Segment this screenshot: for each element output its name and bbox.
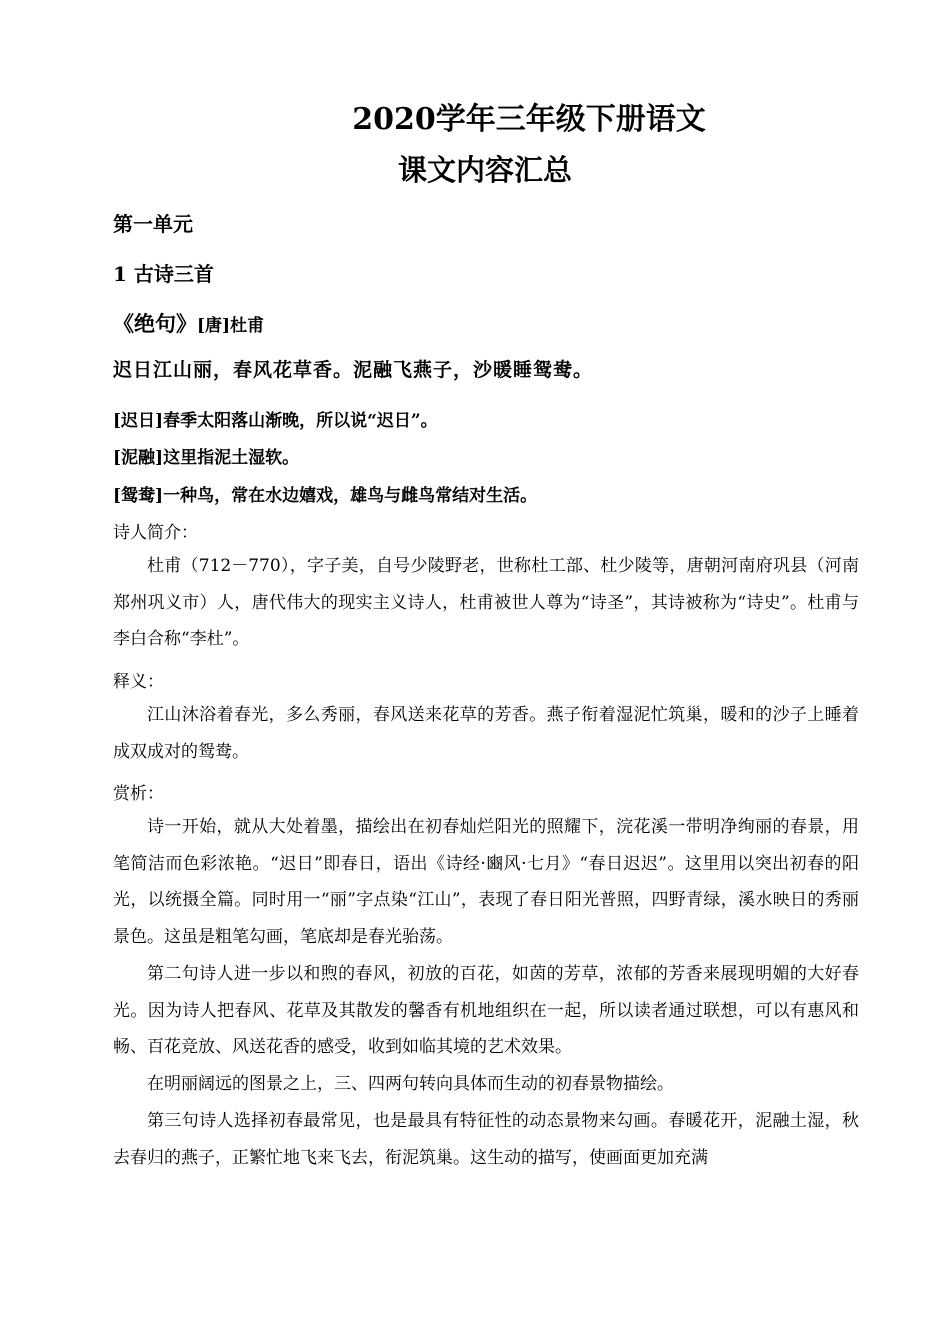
- poem-heading: [113, 308, 264, 338]
- appreciation-paragraph: 第二句诗人进一步以和煦的春风，初放的百花，如茵的芳草，浓郁的芳香来展现明媚的大好春光。因为诗人把春风、花草及其散发的馨香有机地组织在一起，所以读者通过联想，可以有惠风和畅、百花竞放、风送花香的感受，收到如临其境的艺术效果。: [113, 964, 859, 1057]
- poet-intro-text: 杜甫（712－770），字子美，自号少陵野老，世称杜工部、杜少陵等，唐朝河南府巩县（河南郑州巩义市）人，唐代伟大的现实主义诗人，杜甫被世人尊为“诗圣”，其诗被称为“诗史”。杜甫与李白合称“李杜”。: [113, 556, 859, 649]
- meaning-text: 江山沐浴着春光，多么秀丽，春风送来花草的芳香。燕子衔着湿泥忙筑巢，暖和的沙子上睡着成双成对的鸳鸯。: [113, 705, 859, 762]
- note-item: [鸳鸯]一种鸟，常在水边嬉戏，雄鸟与雌鸟常结对生活。: [113, 486, 538, 506]
- poem-title: 《绝句》: [113, 311, 197, 336]
- document-subtitle: 课文内容汇总: [397, 153, 572, 187]
- appreciation-paragraph: 在明丽阔远的图景之上，三、四两句转向具体而生动的初春景物描绘。: [147, 1074, 674, 1094]
- unit-heading: 第一单元: [113, 212, 193, 236]
- appreciation-paragraph: 第三句诗人选择初春最常见，也是最具有特征性的动态景物来勾画。春暖花开，泥融土湿，秋去春归的燕子，正繁忙地飞来飞去，衔泥筑巢。这生动的描写，使画面更加充满: [113, 1111, 859, 1168]
- appreciation-paragraph: 诗一开始，就从大处着墨，描绘出在初春灿烂阳光的照耀下，浣花溪一带明净绚丽的春景，用笔简洁而色彩浓艳。“迟日”即春日，语出《诗经·豳风·七月》“春日迟迟”。这里用以突出初春的阳光，以统摄全篇。同时用一“丽”字点染“江山”，表现了春日阳光普照，四野青绿，溪水映日的秀丽景色。这虽是粗笔勾画，笔底却是春光骀荡。: [113, 817, 859, 947]
- note-item: [泥融]这里指泥土湿软。: [113, 448, 300, 468]
- lesson-heading: 1 古诗三首: [113, 262, 214, 286]
- poet-intro-label: 诗人简介：: [113, 523, 198, 543]
- poem-text: 迟日江山丽，春风花草香。泥融飞燕子，沙暖睡鸳鸯。: [113, 359, 594, 381]
- appreciation-label: 赏析：: [113, 784, 164, 804]
- meaning-label: 释义：: [113, 672, 164, 692]
- note-item: [迟日]春季太阳落山渐晚，所以说“迟日”。: [113, 411, 438, 431]
- poem-author: [唐]杜甫: [197, 316, 265, 336]
- document-title: 2020学年三年级下册语文: [352, 102, 706, 137]
